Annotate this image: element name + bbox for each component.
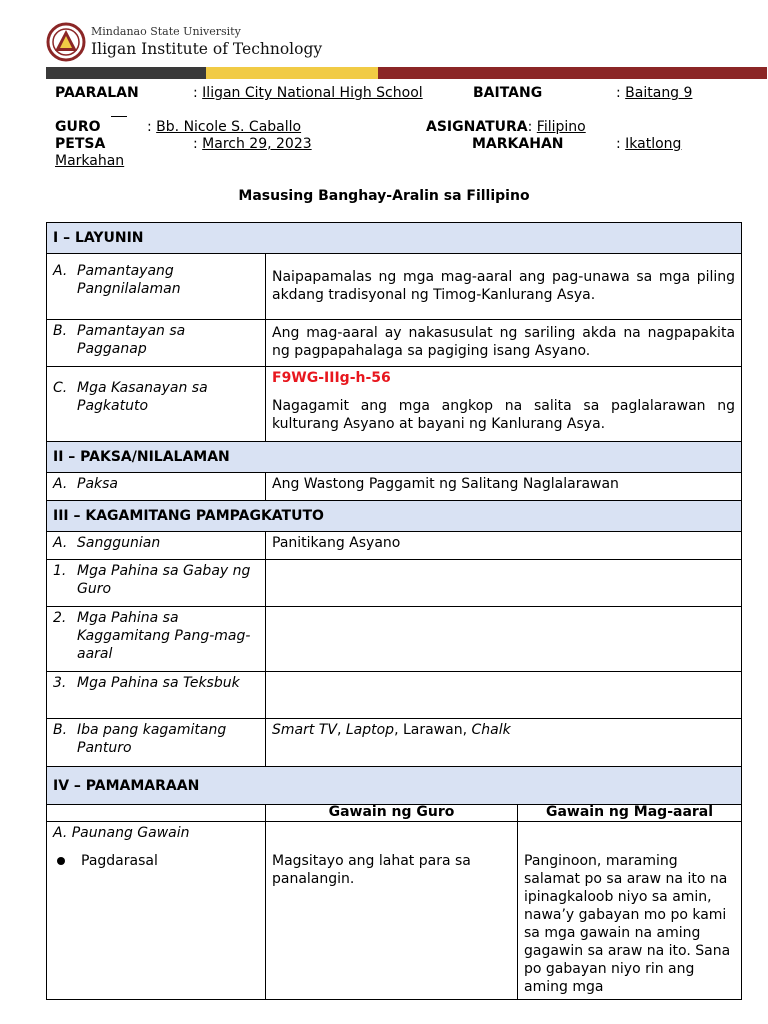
petsa-value: : March 29, 2023 [193, 136, 312, 152]
markahan-value: : Ikatlong [616, 136, 682, 152]
paksa-label: A. Paksa [47, 473, 266, 501]
layunin-b-content: Ang mag-aaral ay nakasusulat ng sariling akda na nagpapakita ng pagpapahalaga sa pagiging isang Asyano. [266, 320, 742, 367]
guro-activity: Magsitayo ang lahat para sa panalangin. [266, 822, 518, 1000]
header-bar-gold [206, 67, 378, 79]
petsa-label: PETSA [55, 136, 106, 152]
layunin-c-content: F9WG-IIIg-h-56 Nagagamit ang mga angkop na salita sa paglalarawan ng kulturang Asyano at bayani ng Kanlurang Asya. [266, 367, 742, 442]
kagamitan-row-a [47, 532, 742, 560]
section-layunin-row [47, 223, 742, 254]
pagdarasal-item: Pagdarasal [53, 852, 259, 870]
kagamitan-3-label: 3. Mga Pahina sa Teksbuk [47, 672, 266, 719]
section-header-kagamitan: III – KAGAMITANG PAMPAGKATUTO [47, 501, 742, 532]
paksa-row [47, 473, 742, 501]
col-header-guro: Gawain ng Guro [266, 805, 518, 822]
markahan-value-cont: Markahan [55, 153, 125, 169]
section-header-layunin: I – LAYUNIN [47, 223, 742, 254]
msu-iit-seal-logo [46, 22, 86, 62]
kagamitan-row-3 [47, 672, 742, 719]
document-title: Masusing Banghay-Aralin sa Fillipino [238, 188, 530, 204]
section-kagamitan-row [47, 501, 742, 532]
layunin-a-content: Naipapamalas ng mga mag-aaral ang pag-unawa sa mga piling akdang tradisyonal ng Timog-Kanlurang Asya. [266, 254, 742, 320]
iba-content: Smart TV, Laptop, Larawan, Chalk [266, 719, 742, 767]
paaralan-value: : Iligan City National High School [193, 85, 423, 101]
kagamitan-1-content [266, 560, 742, 607]
guro-label: GURO [55, 119, 101, 135]
iba-label: B. Iba pang kagamitang Panturo [47, 719, 266, 767]
asignatura-field: ASIGNATURA: Filipino [426, 119, 586, 135]
baitang-value: : Baitang 9 [616, 85, 693, 101]
layunin-b-label: B. Pamantayan sa Pagganap [47, 320, 266, 367]
layunin-row-b [47, 320, 742, 367]
letterhead [46, 22, 446, 66]
kagamitan-3-content [266, 672, 742, 719]
pamamaraan-column-headers [47, 805, 742, 822]
header-bar-dark [46, 67, 206, 79]
kagamitan-a-label: A. Sanggunian [47, 532, 266, 560]
section-paksa-row [47, 442, 742, 473]
kagamitan-row-1 [47, 560, 742, 607]
institute-name: Iligan Institute of Technology [91, 40, 323, 58]
layunin-row-c [47, 367, 742, 442]
section-pamamaraan-row [47, 767, 742, 805]
kagamitan-a-content: Panitikang Asyano [266, 532, 742, 560]
kagamitan-row-b [47, 719, 742, 767]
section-header-paksa: II – PAKSA/NILALAMAN [47, 442, 742, 473]
paksa-content: Ang Wastong Paggamit ng Salitang Naglalarawan [266, 473, 742, 501]
university-name: Mindanao State University [91, 25, 241, 38]
markahan-label: MARKAHAN [472, 136, 564, 152]
paunang-gawain-label: A. Paunang Gawain [53, 825, 190, 841]
kagamitan-row-2 [47, 607, 742, 672]
guro-value: : Bb. Nicole S. Caballo [147, 119, 302, 135]
paunang-gawain-cell [47, 822, 266, 1000]
guro-rule [111, 116, 127, 117]
competency-code: F9WG-IIIg-h-56 [272, 370, 391, 386]
kagamitan-1-label: 1. Mga Pahina sa Gabay ng Guro [47, 560, 266, 607]
kagamitan-2-label: 2. Mga Pahina sa Kaggamitang Pang-mag-aaral [47, 607, 266, 672]
header-bar-maroon [378, 67, 767, 79]
layunin-a-label: A. Pamantayang Pangnilalaman [47, 254, 266, 320]
empty-header-cell [47, 805, 266, 822]
baitang-label: BAITANG [473, 85, 543, 101]
mag-aaral-activity: Panginoon, maraming salamat po sa araw na ito na ipinagkaloob niyo sa amin, nawa’y gabayan mo po kami sa mga gawain na aming gagawin sa araw na ito. Sana po gabayan niyo rin ang aming mga [518, 822, 742, 1000]
pamamaraan-row-pagdarasal [47, 822, 742, 1000]
kagamitan-2-content [266, 607, 742, 672]
col-header-mag-aaral: Gawain ng Mag-aaral [518, 805, 742, 822]
section-header-pamamaraan: IV – PAMAMARAAN [47, 767, 742, 805]
layunin-row-a [47, 254, 742, 320]
paaralan-label: PAARALAN [55, 85, 139, 101]
lesson-plan-table [46, 222, 742, 1000]
bullet-icon [57, 857, 65, 865]
layunin-c-label: C. Mga Kasanayan sa Pagkatuto [47, 367, 266, 442]
